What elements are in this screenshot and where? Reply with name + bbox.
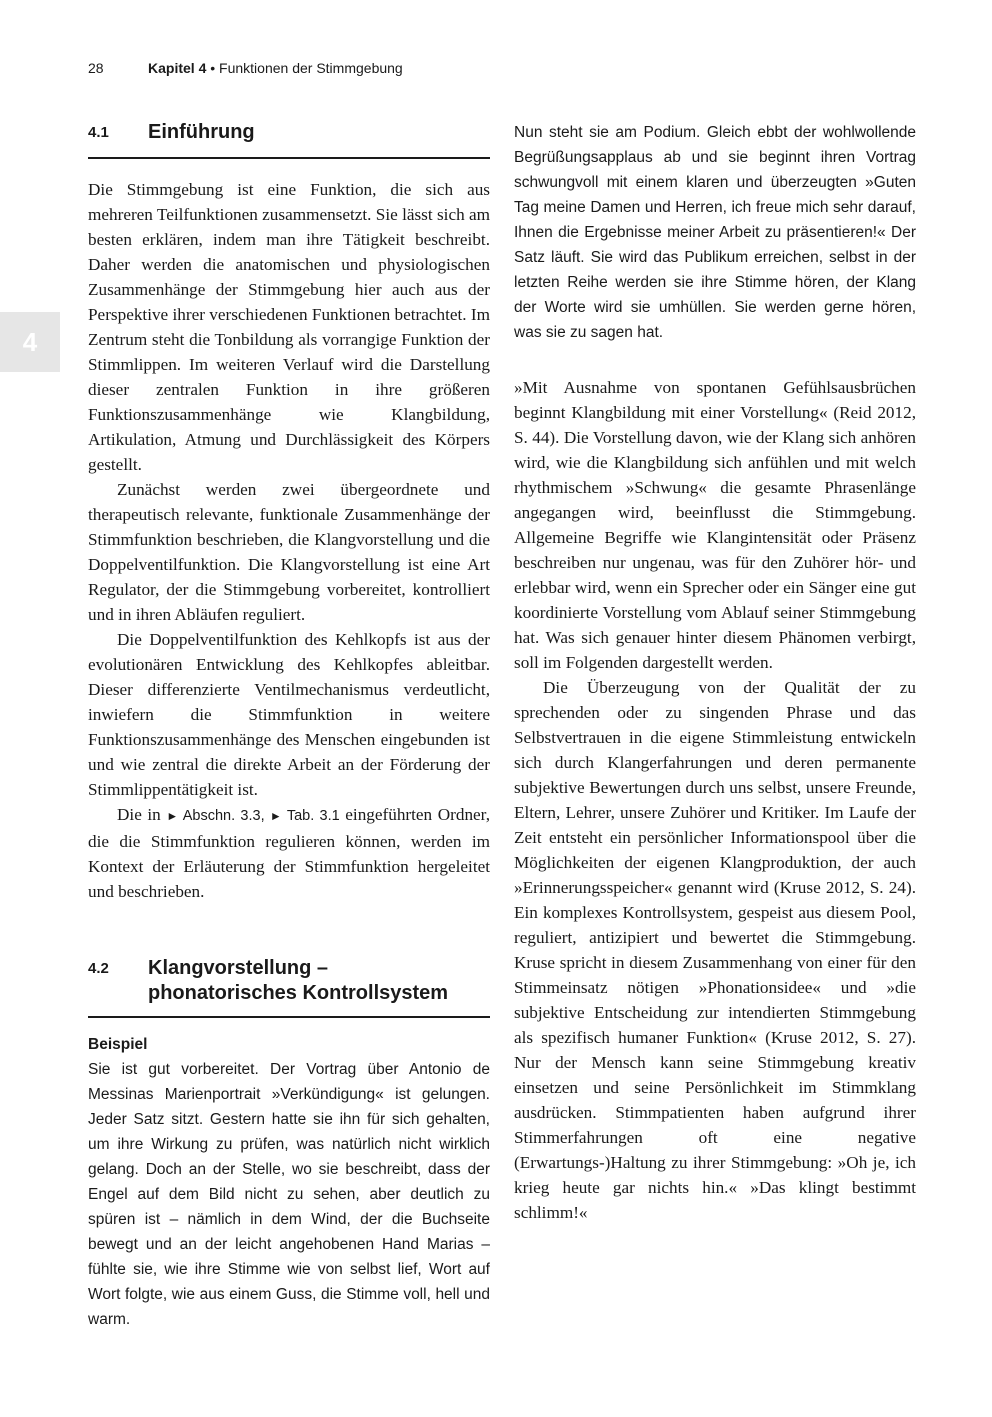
right-column [514,120,916,1225]
paragraph [88,802,490,904]
example-label: Beispiel [88,1036,148,1053]
cross-reference-link[interactable]: Tab. 3.1 [281,808,340,824]
section-number: 4.1 [88,124,109,141]
left-column [88,120,490,1332]
text: Die in [117,805,167,824]
header-separator: • [210,60,216,76]
paragraph: Zunächst werden zwei übergeordnete und therapeutisch relevante, funktionale Zusammenhänge der Stimmfunktion beschrieben, die Klangvorstellung und die Doppelventilfunktion. Die Klangvorstellung ist eine Art Regulator, der die Stimmgebung vorbereitet, kontrolliert und in ihren Abläufen reguliert. [88,480,490,624]
paragraph: Die Stimmgebung ist eine Funktion, die sich aus mehreren Teilfunktionen zusammensetzt. Sie lässt sich am besten erklären, indem man ihre Tätigkeit beschreibt. Daher werden die anatomischen und physiologischen Zusammenhänge der Stimmgebung hier auch aus der Perspektive ihrer verschiedenen Funktionen betrachtet. Im Zentrum steht die Tonbildung als vorrangige Funktion der Stimmlippen. Im weiteren Verlauf wird die Darstellung dieser zentralen Funktion in ihre größeren Funktionszusammenhänge wie Klangbildung, Artikulation, Atmung und Durchlässigkeit des Körpers gestellt. [88,180,490,474]
section-title-line: Klangvorstellung – [148,957,329,979]
running-header [88,60,403,76]
section-title: Einführung [148,121,255,143]
text: eingeführten Ordner, die die Stimmfunktion regulieren können, werden im Kontext der Erläuterung der Stimmfunktion hergeleitet und beschrieben. [88,805,490,901]
chapter-side-tab: 4 [0,312,60,372]
example-text: Sie ist gut vorbereitet. Der Vortrag über Antonio de Messinas Marienportrait »Verkündigung« ist gelungen. Jeder Satz sitzt. Gestern hatte sie ihn für sich gehalten, um ihre Wirkung zu prüfen, was natürlich nicht wirklich gelang. Doch an der Stelle, wo sie beschreibt, dass der Engel auf dem Bild nicht zu sehen, aber deutlich zu spüren ist – nämlich in dem Wind, der die Buchseite bewegt und an der leicht angehobenen Hand Marias – fühlte sie, wie ihre Stimme wie von selbst lief, Wort auf Wort folgte, wie aus einem Guss, die Stimme voll, hell und warm. [88,1061,490,1328]
paragraph: »Mit Ausnahme von spontanen Gefühlsausbrüchen beginnt Klangbildung mit einer Vorstellung« (Reid 2012, S. 44). Die Vorstellung davon, wie der Klang sich anhören wird, wie die Klangbildung sich anfühlen und mit welch rhythmischem »Schwung« die gesamte Phrasenlänge angegangen wird, beeinflusst die Stimmgebung. Allgemeine Begriffe wie Klangintensität oder Präsenz beschreiben nur ungenau, was für den Zuhörer hör- und erlebbar wird, wenn ein Sprecher oder ein Sänger eine gut koordinierte Vorstellung vom Ablauf seiner Stimmgebung hat. Was sich genauer hinter diesem Phänomen verbirgt, soll im Folgenden dargestellt werden. [514,378,916,672]
section-title-line: phonatorisches Kontrollsystem [148,982,449,1004]
page-number: 28 [88,60,104,76]
chapter-title: Funktionen der Stimmgebung [219,60,403,76]
chapter-label: Kapitel 4 [148,60,207,76]
arrow-right-icon: ► [166,809,179,823]
section-number: 4.2 [88,960,109,977]
paragraph: Die Überzeugung von der Qualität der zu sprechenden oder zu singenden Phrase und das Selbstvertrauen in die eigene Stimmleistung entwickeln sich durch Klangerfahrungen und deren permanente subjektive Bewertungen durch uns selbst, unsere Freunde, Eltern, Lehrer, unsere Zuhörer und Kritiker. Im Laufe der Zeit entsteht ein persönlicher Informationspool über die Möglichkeiten der eigenen Klangproduktion, der auch »Erinnerungsspeicher« genannt wird (Kruse 2012, S. 24). Ein komplexes Kontrollsystem, gespeist aus diesem Pool, reguliert, antizipiert und bewertet die Stimmgebung. Kruse spricht in diesem Zusammenhang von einer für den Stimmeinsatz nötigen »Phonationsidee« und »die subjektive Entscheidung zur intendierten Stimmgebung als spezifisch humaner Funktion« (Kruse 2012, S. 27). Nur der Mensch kann seine Stimmgebung kreativ einsetzen und seine Persönlichkeit im Stimmklang ausdrücken. Stimmpatienten haben aufgrund ihrer Stimmerfahrungen oft eine negative (Erwartungs-)Haltung zu ihrer Stimmgebung: »Oh je, ich krieg heute gar nichts hin.« »Das klingt bestimmt schlimm!« [514,678,916,1222]
arrow-right-icon: ► [269,809,282,823]
cross-reference-link[interactable]: Abschn. 3.3, [178,808,270,824]
example-text-continued: Nun steht sie am Podium. Gleich ebbt der wohlwollende Begrüßungsapplaus ab und sie beginnt ihren Vortrag schwungvoll mit einem klaren und überzeugten »Guten Tag meine Damen und Herren, ich freue mich sehr darauf, Ihnen die Ergebnisse meiner Arbeit zu präsentieren!« Der Satz läuft. Sie wird das Publikum erreichen, selbst in der letzten Reihe werden sie ihre Stimme hören, der Klang der Worte wird sie umhüllen. Sie werden gerne hören, was sie zu sagen hat. [514,124,916,341]
paragraph: Die Doppelventilfunktion des Kehlkopfs ist aus der evolutionären Entwicklung des Kehlkopfes ableitbar. Dieser differenzierte Ventilmechanismus verdeutlicht, inwiefern die Stimmfunktion in weitere Funktionszusammenhänge des Menschen eingebunden ist und wie zentral die direkte Arbeit an der Förderung der Stimmlippentätigkeit ist. [88,630,490,799]
section-heading-4-2 [88,956,490,1018]
section-heading-4-1 [88,120,490,159]
